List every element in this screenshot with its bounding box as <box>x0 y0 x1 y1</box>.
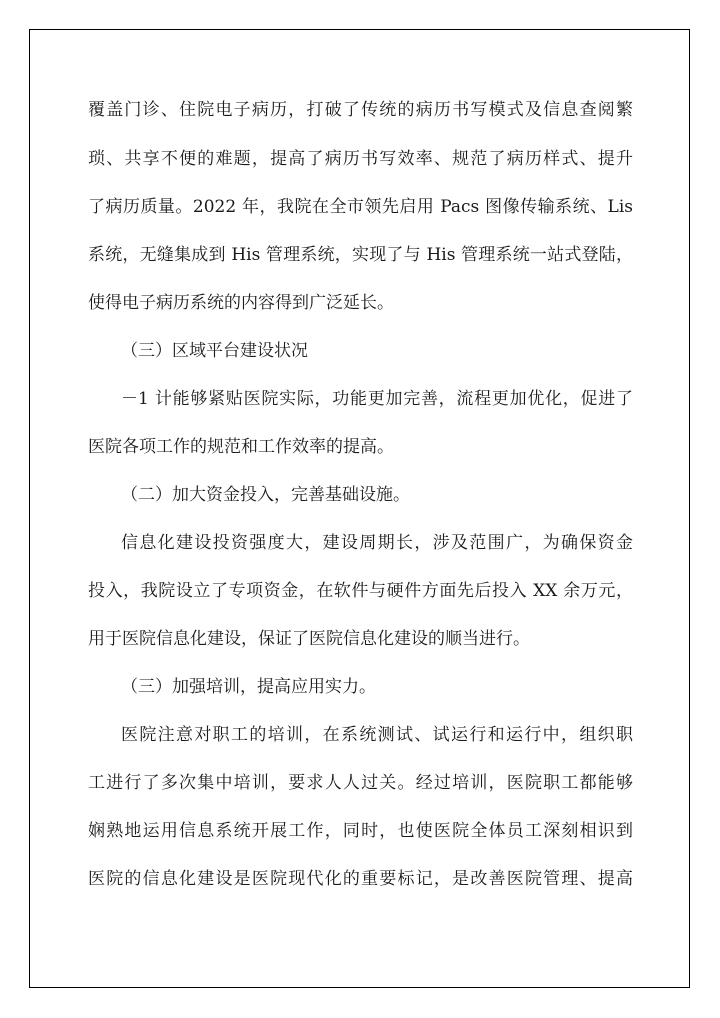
paragraph-line: 覆盖门诊、住院电子病历，打破了传统的病历书写模式及信息查阅繁 <box>88 100 633 120</box>
paragraph-line: 工进行了多次集中培训，要求人人过关。经过培训，医院职工都能够 <box>88 773 633 793</box>
paragraph-line: 医院注意对职工的培训，在系统测试、试运行和运行中，组织职 <box>121 725 633 745</box>
section-heading: （三）加强培训，提高应用实力。 <box>121 677 376 697</box>
paragraph-line: －1 计能够紧贴医院实际，功能更加完善，流程更加优化，促进了 <box>121 389 633 409</box>
paragraph-line: 了病历质量。2022 年，我院在全市领先启用 Pacs 图像传输系统、Lis <box>88 197 633 217</box>
paragraph-line: 医院的信息化建设是医院现代化的重要标记，是改善医院管理、提高 <box>88 869 633 889</box>
paragraph-line: 用于医院信息化建设，保证了医院信息化建设的顺当进行。 <box>88 629 530 649</box>
paragraph-line: 投入，我院设立了专项资金，在软件与硬件方面先后投入 XX 余万元， <box>88 581 633 601</box>
paragraph-line: 信息化建设投资强度大，建设周期长，涉及范围广，为确保资金 <box>121 533 633 553</box>
page-border <box>29 29 690 988</box>
paragraph-line: 系统，无缝集成到 His 管理系统，实现了与 His 管理系统一站式登陆， <box>88 245 633 265</box>
paragraph-line: 使得电子病历系统的内容得到广泛延长。 <box>88 293 394 313</box>
section-heading: （二）加大资金投入，完善基础设施。 <box>121 485 410 505</box>
section-heading: （三）区域平台建设状况 <box>121 341 308 361</box>
paragraph-line: 医院各项工作的规范和工作效率的提高。 <box>88 437 394 457</box>
paragraph-line: 娴熟地运用信息系统开展工作，同时，也使医院全体员工深刻相识到 <box>88 821 633 841</box>
paragraph-line: 琐、共享不便的难题，提高了病历书写效率、规范了病历样式、提升 <box>88 149 633 169</box>
